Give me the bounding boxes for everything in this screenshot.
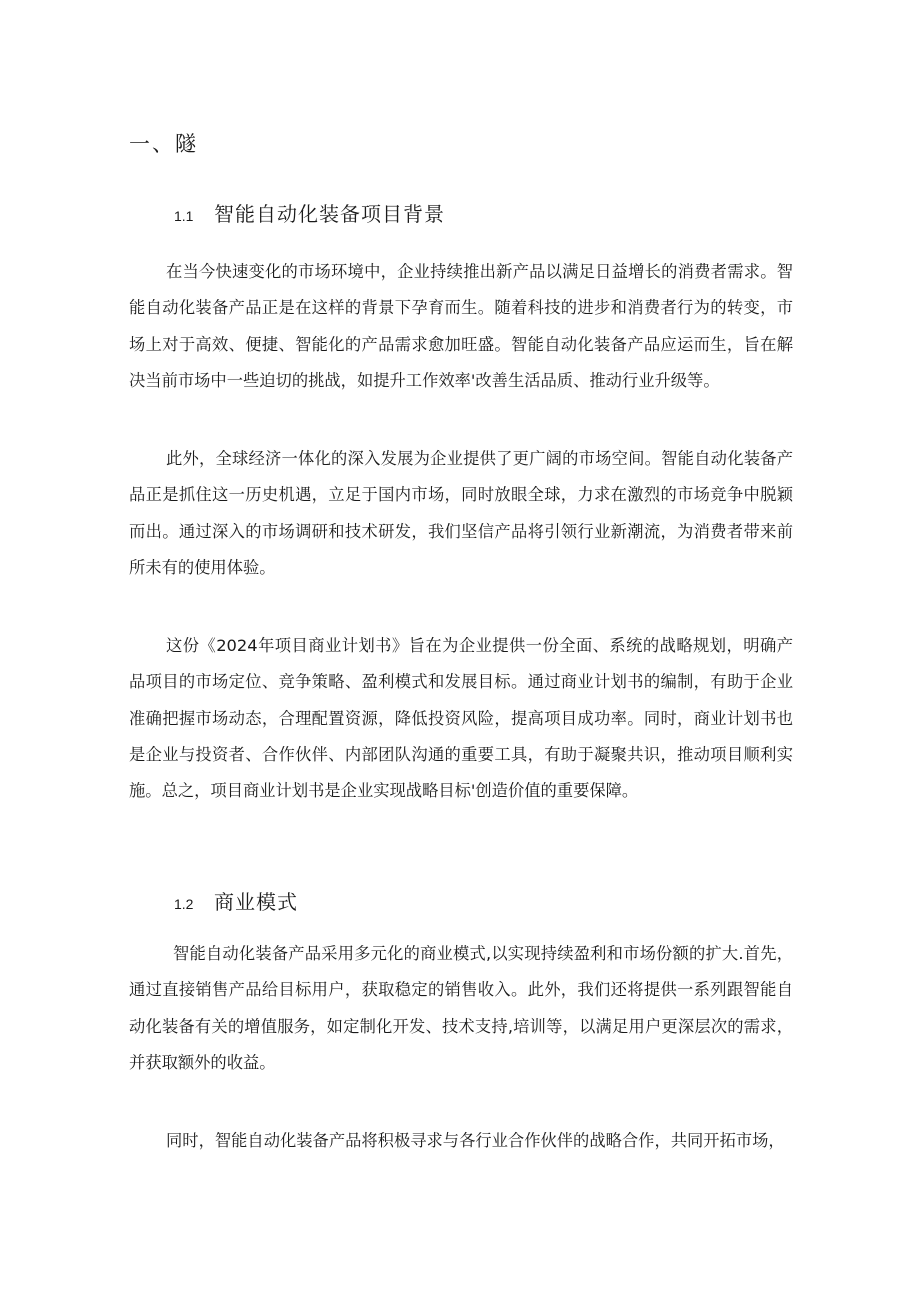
- section-number: 1.2: [174, 896, 194, 912]
- section-title: 智能自动化装备项目背景: [214, 202, 445, 226]
- paragraph-business-model-2: 同时，智能自动化装备产品将积极寻求与各行业合作伙伴的战略合作，共同开拓市场，: [166, 1131, 785, 1150]
- section-number: 1.1: [174, 208, 194, 224]
- section-heading-background: [174, 198, 445, 227]
- chapter-title: 一、隧: [129, 132, 198, 156]
- paragraph-business-model-1: 智能自动化装备产品采用多元化的商业模式,以实现持续盈利和市场份额的扩大.首先，通过直接销售产品给目标用户，获取稳定的销售收入。此外，我们还将提供一系列跟智能自动化装备有关的增值服务，如定制化开发、技术支持,培训等，以满足用户更深层次的需求，并获取额外的收益。: [129, 944, 793, 1072]
- paragraph-background-1: 在当今快速变化的市场环境中，企业持续推出新产品以满足日益增长的消费者需求。智能自动化装备产品正是在这样的背景下孕育而生。随着科技的进步和消费者行为的转变，市场上对于高效、便捷、智能化的产品需求愈加旺盛。智能自动化装备产品应运而生，旨在解决当前市场中一些迫切的挑战，如提升工作效率'改善生活品质、推动行业升级等。: [129, 262, 793, 390]
- paragraph-background-2: 此外，全球经济一体化的深入发展为企业提供了更广阔的市场空间。智能自动化装备产品正是抓住这一历史机遇，立足于国内市场，同时放眼全球，力求在激烈的市场竞争中脱颖而出。通过深入的市场调研和技术研发，我们坚信产品将引领行业新潮流，为消费者带来前所未有的使用体验。: [129, 449, 793, 577]
- section-title: 商业模式: [214, 890, 298, 914]
- section-heading-business-model: [174, 886, 298, 915]
- paragraph-background-3: 这份《2024年项目商业计划书》旨在为企业提供一份全面、系统的战略规划，明确产品项目的市场定位、竞争策略、盈利模式和发展目标。通过商业计划书的编制，有助于企业准确把握市场动态，合理配置资源，降低投资风险，提高项目成功率。同时，商业计划书也是企业与投资者、合作伙伴、内部团队沟通的重要工具，有助于凝聚共识，推动项目顺利实施。总之，项目商业计划书是企业实现战略目标'创造价值的重要保障。: [129, 636, 793, 801]
